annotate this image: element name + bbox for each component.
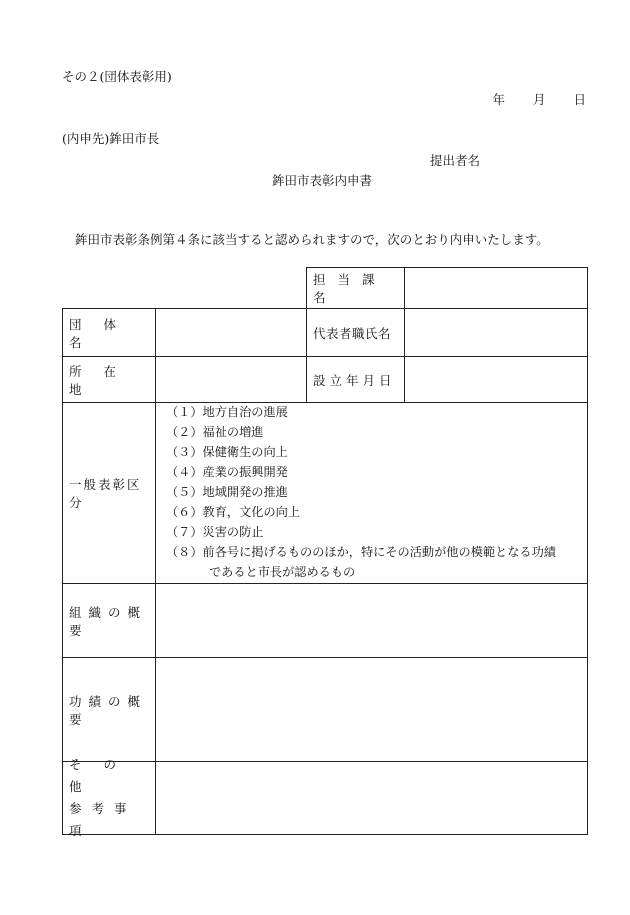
category-label bbox=[63, 403, 155, 583]
date-line bbox=[492, 90, 586, 108]
date-day: 日 bbox=[573, 92, 586, 107]
form-table bbox=[62, 267, 588, 838]
category-item[interactable]: （７）災害の防止 bbox=[166, 525, 264, 539]
category-list bbox=[166, 402, 556, 582]
dept-label bbox=[307, 268, 404, 308]
other-label-line1: その他 bbox=[69, 757, 139, 794]
achievement-label-text: 功績の概要 bbox=[69, 693, 148, 727]
other-label bbox=[63, 757, 155, 838]
other-field[interactable] bbox=[156, 762, 587, 834]
category-item[interactable]: （２）福祉の増進 bbox=[166, 425, 264, 439]
category-item[interactable]: （６）教育，文化の向上 bbox=[166, 505, 301, 519]
org-summary-field[interactable] bbox=[156, 584, 587, 657]
document-title: 鉾田市表彰内申書 bbox=[272, 173, 373, 188]
category-label-text: 一般表彰区分 bbox=[69, 477, 142, 510]
intro-text: 鉾田市表彰条例第４条に該当すると認められますので，次のとおり内申いたします。 bbox=[75, 232, 549, 247]
established-label-text: 設立年月日 bbox=[313, 372, 396, 388]
date-year: 年 bbox=[492, 92, 505, 107]
group-name-label bbox=[63, 309, 155, 356]
dept-field[interactable] bbox=[405, 268, 587, 308]
category-item[interactable]: （１）地方自治の進展 bbox=[166, 405, 288, 419]
rep-label bbox=[307, 309, 404, 356]
category-item[interactable]: （８）前各号に掲げるもののほか，特にその活動が他の模範となる功績 bbox=[166, 545, 556, 559]
category-item-continuation: であると市長が認めるもの bbox=[209, 565, 356, 579]
group-name-field[interactable] bbox=[156, 309, 306, 356]
category-item[interactable]: （３）保健衛生の向上 bbox=[166, 445, 288, 459]
recipient: (内申先)鉾田市長 bbox=[62, 131, 160, 146]
established-label bbox=[307, 357, 404, 402]
category-item[interactable]: （５）地域開発の推進 bbox=[166, 485, 288, 499]
org-summary-label bbox=[63, 584, 155, 657]
group-name-label-text: 団体名 bbox=[69, 316, 139, 350]
address-field[interactable] bbox=[156, 357, 306, 402]
org-summary-label-text: 組織の概要 bbox=[69, 604, 148, 638]
address-label bbox=[63, 357, 155, 402]
date-month: 月 bbox=[532, 92, 546, 107]
rep-field[interactable] bbox=[405, 309, 587, 356]
other-label-line2: 参考事項 bbox=[69, 801, 137, 838]
category-item[interactable]: （４）産業の振興開発 bbox=[166, 465, 288, 479]
achievement-field[interactable] bbox=[156, 658, 587, 761]
dept-label-text: 担当課名 bbox=[313, 272, 387, 305]
form-type-label: その２(団体表彰用) bbox=[62, 69, 172, 84]
address-label-text: 所在地 bbox=[69, 363, 139, 397]
submitter-label: 提出者名 bbox=[430, 153, 481, 168]
established-field[interactable] bbox=[405, 357, 587, 402]
rep-label-text: 代表者職氏名 bbox=[313, 325, 392, 341]
achievement-label bbox=[63, 658, 155, 761]
